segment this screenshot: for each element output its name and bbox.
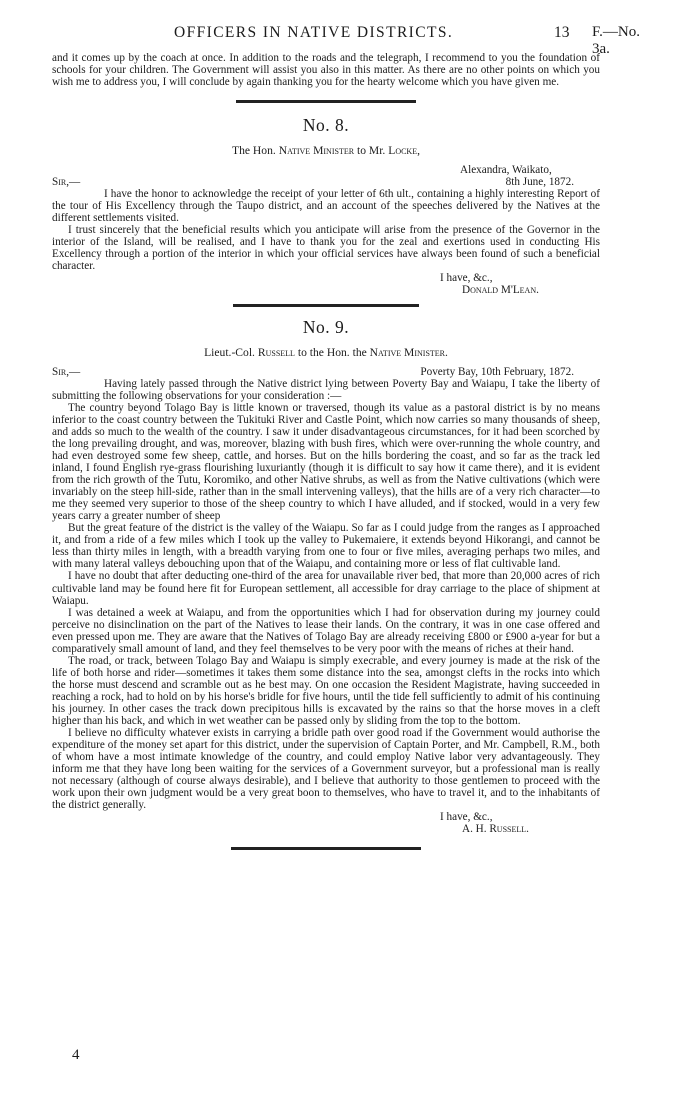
running-head [52, 24, 652, 57]
letter-8-number: No. 8. [302, 114, 350, 135]
signature: A. H. Russell. [462, 823, 529, 836]
letter-9-salutation-row [52, 366, 600, 378]
heading-to: Native Minister. [369, 345, 448, 359]
letter-9-paragraph: I believe no difficulty whatever exists in carrying a bridle path over good road if the Government would authorise the expenditure of the money set apart for this district, under the supervision of Captain Porter, and Mr. Campbell, R.M., both of whom have a most intimate knowledge of the country, and could employ Native labor very advantageously. They inform me that they have long been waiting for the services of a Government surveyor, but a professional man is really not necessary (although of course always desirable), and I believe that authority to those gentlemen to proceed with the work upon their own judgment would be a very great boon to themselves, who have to travel it, and to the inhabitants of the district generally. [52, 727, 600, 812]
letter-9-closing [52, 811, 600, 835]
heading-mid: to the Hon. the [297, 345, 367, 359]
page-number: 13 [554, 24, 570, 41]
section-divider [231, 847, 421, 850]
letter-9-paragraph: I have no doubt that after deducting one-third of the area for unavailable river bed, that more than 20,000 acres of rich cultivable land may be found here fit for European settlement, all accessible for dray carriage to the place of shipment at Waiapu. [52, 570, 600, 607]
letter-9-paragraph: The road, or track, between Tolago Bay and Waiapu is simply execrable, and every journey is made at the risk of the life of both horse and rider—sometimes it takes them some distance into the sea, amongst clefts in the rocks into which the horse must descend and scramble out as he best may. On one occasion the Resident Magistrate, having succeeded in reaching a rock, had to hold on by his horse's bridle for five hours, until the tide fell sufficiently to admit of his continuing his journey. In other cases the track down precipitous hills is excavated by the rains so that the horse moves in a cleft higher than his back, and which in wet weather can be passed only by sliding from the top to the bottom. [52, 654, 600, 728]
letter-9-paragraph: But the great feature of the district is the valley of the Waiapu. So far as I could judge from the ranges as I approached it, and from a ride of a few miles which I took up the valley to Pukemaiere, it extends beyond Hikorangi, and cannot be less than thirty miles in length, with a breadth varying from one to four or five miles, averaging perhaps two miles, and with many lateral valleys debouching upon that of the Waiapu, and containing more or less of flat cultivable land. [52, 522, 600, 571]
heading-to: Locke, [388, 143, 420, 157]
section-divider [236, 100, 416, 103]
running-head-title: OFFICERS IN NATIVE DISTRICTS. [174, 24, 454, 41]
letter-8-salutation-row [52, 176, 600, 188]
letter-8-address: Alexandra, Waikato, [460, 163, 552, 176]
section-divider [233, 304, 419, 307]
salutation: Sir,— [52, 365, 81, 378]
letter-8-paragraph: I have the honor to acknowledge the receipt of your letter of 6th ult., containing a highly interesting Report of the tour of His Excellency through the Taupo district, and an account of the speeches delivered by the Natives at the different settlements visited. [52, 187, 600, 224]
document-page [52, 24, 640, 850]
letter-9-number: No. 9. [302, 316, 350, 337]
salutation: Sir,— [52, 175, 81, 188]
heading-from: Native Minister [278, 143, 355, 157]
heading-prefix: The Hon. [232, 143, 276, 157]
letter-9-paragraph: Having lately passed through the Native district lying between Poverty Bay and Waiapu, I take the liberty of submitting the following observations for your consideration :— [52, 377, 600, 402]
letter-9-heading [52, 346, 600, 359]
heading-name: Russell [257, 345, 295, 359]
heading-mid: to Mr. [356, 143, 386, 157]
heading-from: Lieut.-Col. [204, 345, 255, 359]
letter-date: 8th June, 1872. [505, 175, 574, 188]
letter-9-paragraph: I was detained a week at Waiapu, and from the opportunities which I had for observation during my journey could perceive no disinclination on the part of the Natives to lease their lands. On the contrary, it was in one case offered and even pressed upon me. They are aware that the Natives of Tolago Bay are already receiving £800 or £900 a-year for but a comparatively small amount of land, and they feel themselves to be very poor with the means of riches at their hand. [52, 606, 600, 655]
closing-line: I have, &c., [440, 272, 493, 285]
letter-9-paragraph: The country beyond Tolago Bay is little known or traversed, though its value as a pastoral district is by no means inferior to the coast country between the Tukituki River and Castle Point, which now carries so many thousands of sheep, and adds so much to the wealth of the country. I saw it under disadvantageous circumstances, for it had been scorched by the long prevailing drought, and was, moreover, blazing with bush fires, which were over-running the whole country, and had even destroyed some few sheep, cattle, and horses. But on the hills bordering the coast, and so far as the track led inland, I found English rye-grass flourishing luxuriantly (though it is difficult to say how it came there), and it is evident from the rich growth of the Tutu, Koromiko, and other Native shrubs, as well as from the Native cultivations (which were invariably on the steep hill-side, rather than in the small intervening valleys), that the hills are of a very rich character—to me they seemed very superior to those of the sheep country to which I have alluded, and if stocked, would in a very few years carry a greater number of sheep [52, 401, 600, 523]
printer-signature-mark: 4 [72, 1047, 80, 1063]
letter-date: Poverty Bay, 10th February, 1872. [420, 365, 574, 378]
letter-8-closing [52, 272, 600, 296]
signature: Donald M'Lean. [462, 284, 539, 297]
letter-8-heading [52, 144, 600, 157]
paper-reference: F.—No. 3a. [592, 24, 640, 57]
intro-paragraph: and it comes up by the coach at once. In addition to the roads and the telegraph, I recommend to you the foundation of schools for your children. The Government will assist you also in this matter. As there are no other points on which you wish me to address you, I will conclude by again thanking you for the hearty welcome which you have given me. [52, 52, 600, 89]
letter-8-paragraph: I trust sincerely that the beneficial results which you anticipate will arise from the presence of the Governor in the interior of the Island, will be realised, and I have to thank you for the zeal and exertions used in conducting His Excellency through a portion of the interior in which your official services have always been found of such a beneficial character. [52, 223, 600, 273]
closing-line: I have, &c., [440, 811, 493, 824]
